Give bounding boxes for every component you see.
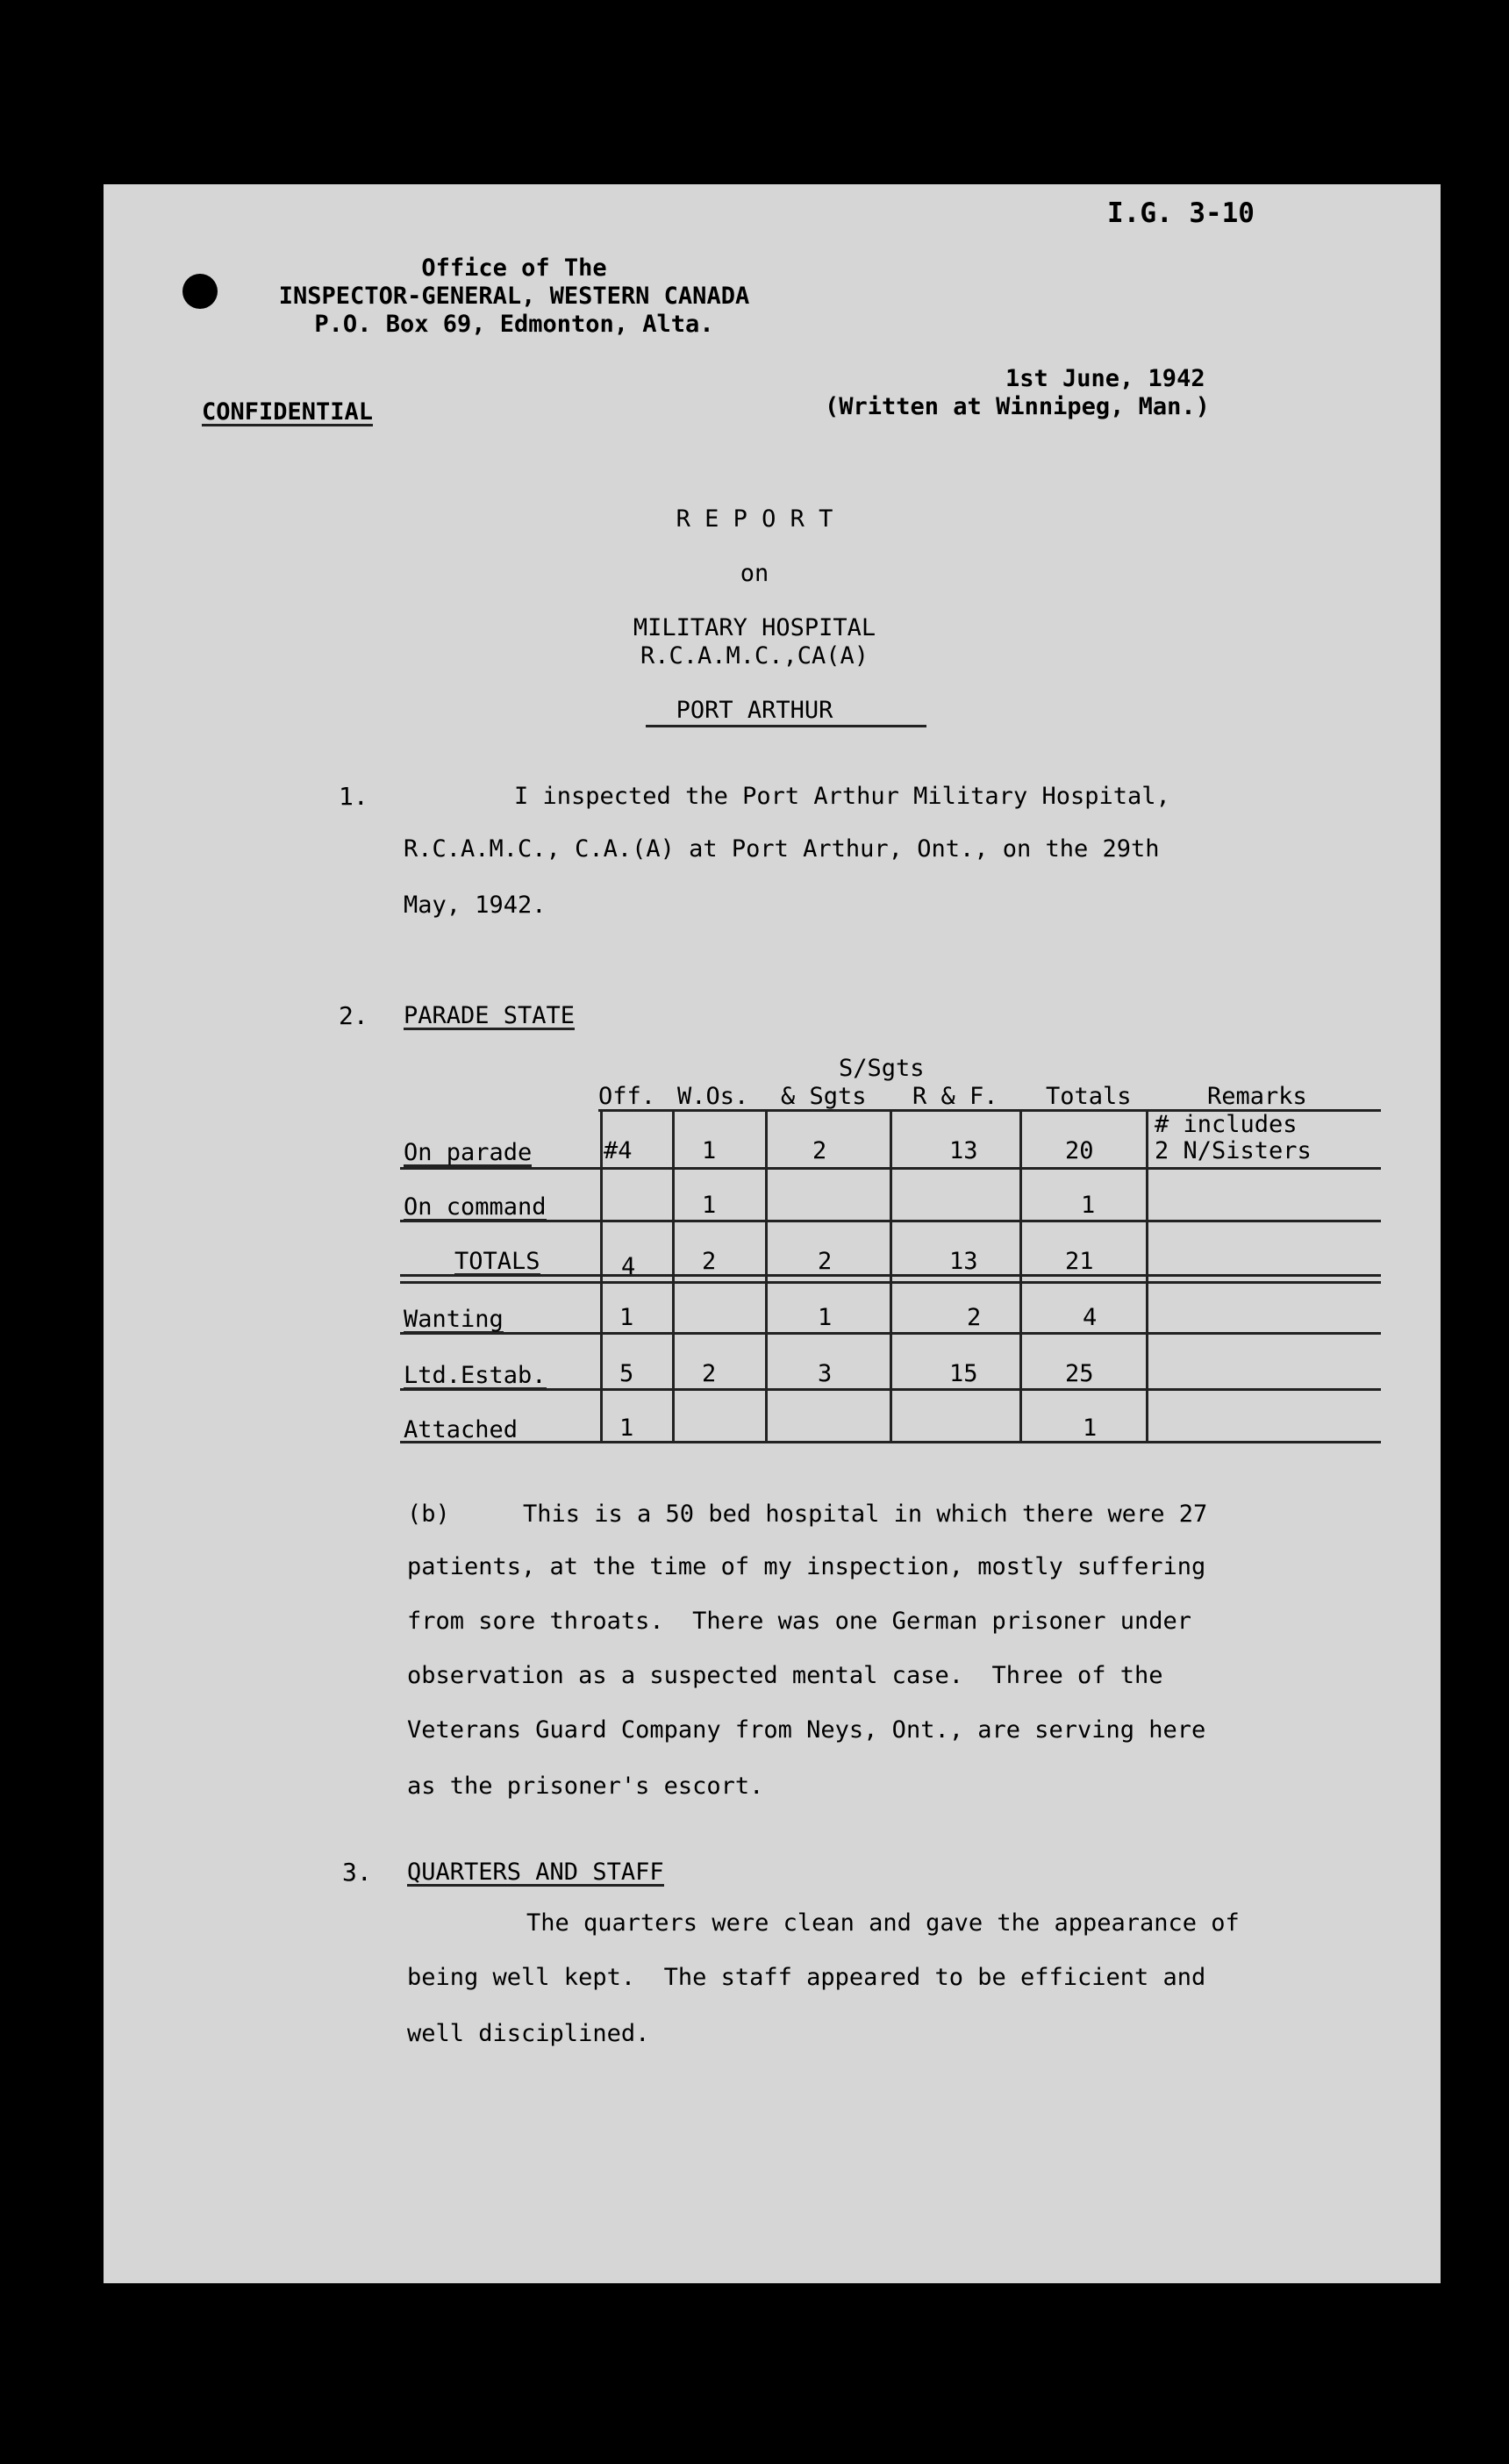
cell-totals: 1 <box>1083 1415 1098 1442</box>
cell-totals: 20 <box>1065 1137 1094 1164</box>
header-wos: W.Os. <box>677 1083 749 1110</box>
report-location: PORT ARTHUR <box>676 697 833 724</box>
header-rf: R & F. <box>912 1083 998 1110</box>
para2b-line: patients, at the time of my inspection, mostly suffering <box>407 1553 1206 1580</box>
para2-heading: PARADE STATE <box>404 1002 576 1029</box>
para2b-line: from sore throats. There was one German prisoner under <box>407 1608 1192 1635</box>
cell-off: 1 <box>619 1304 634 1331</box>
table-column-rule <box>1019 1109 1022 1443</box>
header-sgts-top: S/Sgts <box>839 1055 925 1082</box>
cell-totals: 21 <box>1065 1248 1094 1275</box>
table-column-rule <box>765 1109 768 1443</box>
cell-sgts: 3 <box>818 1360 833 1387</box>
para3-line: The quarters were clean and gave the appearance of <box>526 1909 1240 1937</box>
office-line-3: P.O. Box 69, Edmonton, Alta. <box>314 311 714 338</box>
report-subject-1: MILITARY HOSPITAL <box>633 614 876 641</box>
cell-off: #4 <box>604 1137 633 1164</box>
row-label: On parade <box>404 1139 533 1166</box>
cell-sgts: 1 <box>818 1304 833 1331</box>
written-at: (Written at Winnipeg, Man.) <box>825 393 1210 420</box>
cell-rf: 15 <box>949 1360 978 1387</box>
header-totals: Totals <box>1046 1083 1132 1110</box>
header-off: Off. <box>598 1083 656 1110</box>
para1-line: May, 1942. <box>404 892 547 919</box>
para2b-line: as the prisoner's escort. <box>407 1773 764 1800</box>
para3-heading: QUARTERS AND STAFF <box>407 1859 664 1886</box>
report-title: R E P O R T <box>676 505 833 533</box>
cell-rf: 13 <box>949 1137 978 1164</box>
cell-wos: 2 <box>702 1248 717 1275</box>
office-line-1: Office of The <box>421 254 607 282</box>
para1-line: I inspected the Port Arthur Military Hospital, <box>514 783 1170 810</box>
cell-off: 4 <box>621 1253 636 1280</box>
cell-rf: 13 <box>949 1248 978 1275</box>
report-date: 1st June, 1942 <box>1005 365 1205 392</box>
office-line-2: INSPECTOR-GENERAL, WESTERN CANADA <box>278 283 750 310</box>
row-label: On command <box>404 1193 547 1221</box>
header-remarks: Remarks <box>1207 1083 1307 1110</box>
table-column-rule <box>890 1109 892 1443</box>
classification-marking: CONFIDENTIAL <box>202 398 374 426</box>
location-underline <box>646 725 926 727</box>
table-column-rule <box>672 1109 675 1443</box>
cell-wos: 2 <box>702 1360 717 1387</box>
cell-rf: 2 <box>967 1304 982 1331</box>
para3-line: being well kept. The staff appeared to be efficient and <box>407 1964 1206 1991</box>
table-column-rule <box>1146 1109 1148 1443</box>
para2b-line: Veterans Guard Company from Neys, Ont., are serving here <box>407 1716 1206 1744</box>
cell-off: 1 <box>619 1415 634 1442</box>
report-on: on <box>740 560 769 587</box>
cell-totals: 1 <box>1081 1192 1096 1219</box>
cell-remarks: # includes <box>1155 1111 1298 1138</box>
para3-line: well disciplined. <box>407 2020 650 2047</box>
row-label: Ltd.Estab. <box>404 1362 547 1389</box>
cell-wos: 1 <box>702 1137 717 1164</box>
para3-number: 3. <box>342 1858 372 1887</box>
para1-line: R.C.A.M.C., C.A.(A) at Port Arthur, Ont., on the 29th <box>404 835 1160 863</box>
report-subject-2: R.C.A.M.C.,CA(A) <box>640 642 869 670</box>
para2b-line: This is a 50 bed hospital in which there were 27 <box>523 1501 1208 1528</box>
table-column-rule <box>600 1109 603 1443</box>
cell-totals: 25 <box>1065 1360 1094 1387</box>
row-label: Attached <box>404 1416 518 1443</box>
para2b-label: (b) <box>407 1501 450 1528</box>
row-label: Wanting <box>404 1306 504 1333</box>
para2b-line: observation as a suspected mental case. Three of the <box>407 1662 1163 1689</box>
cell-totals: 4 <box>1083 1304 1098 1331</box>
cell-wos: 1 <box>702 1192 717 1219</box>
cell-off: 5 <box>619 1360 634 1387</box>
document-reference: I.G. 3-10 <box>1107 197 1255 229</box>
cell-sgts: 2 <box>818 1248 833 1275</box>
para2-number: 2. <box>339 1001 368 1030</box>
cell-remarks: 2 N/Sisters <box>1155 1137 1312 1164</box>
para1-number: 1. <box>339 782 368 811</box>
cell-sgts: 2 <box>812 1137 827 1164</box>
header-sgts-bottom: & Sgts <box>781 1083 867 1110</box>
row-label: TOTALS <box>454 1248 540 1275</box>
